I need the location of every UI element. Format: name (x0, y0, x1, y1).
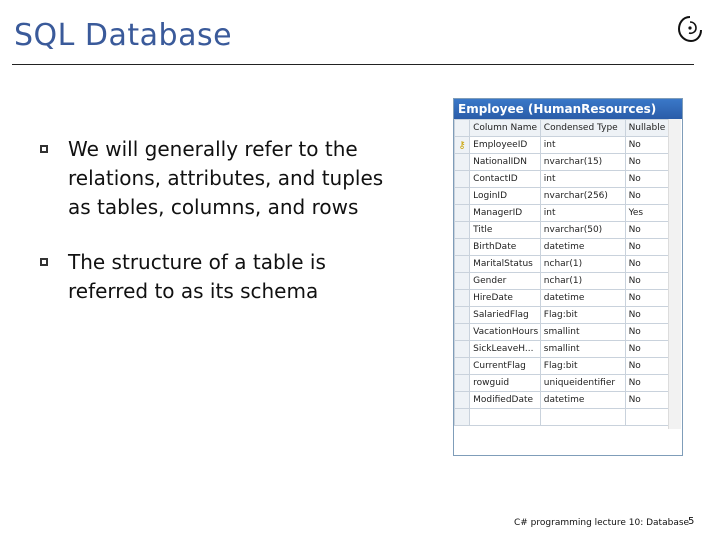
cell-condensed-type[interactable]: nchar(1) (540, 256, 625, 273)
row-selector[interactable] (455, 324, 470, 341)
cell-column-name[interactable]: SalariedFlag (470, 307, 541, 324)
table-row[interactable] (455, 392, 670, 409)
row-selector[interactable] (455, 375, 470, 392)
cell-nullable[interactable]: No (625, 239, 669, 256)
row-selector[interactable] (455, 205, 470, 222)
cell-condensed-type[interactable]: Flag:bit (540, 307, 625, 324)
cell-column-name[interactable]: MaritalStatus (470, 256, 541, 273)
cell-column-name[interactable]: HireDate (470, 290, 541, 307)
square-bullet-icon (40, 145, 48, 153)
table-row[interactable] (455, 239, 670, 256)
bullet-item (40, 135, 390, 222)
primary-key-icon: ⚷ (458, 139, 466, 151)
bullet-text: The structure of a table is referred to as its schema (68, 250, 326, 303)
cell-column-name[interactable]: EmployeeID (470, 137, 541, 154)
table-row[interactable] (455, 137, 670, 154)
table-row[interactable] (455, 205, 670, 222)
row-selector[interactable] (455, 307, 470, 324)
table-schema-window (453, 98, 683, 456)
cell-condensed-type[interactable]: int (540, 205, 625, 222)
cell-column-name[interactable]: VacationHours (470, 324, 541, 341)
cell-column-name[interactable]: rowguid (470, 375, 541, 392)
cell-nullable[interactable]: No (625, 375, 669, 392)
row-selector[interactable] (455, 137, 470, 154)
cell-column-name[interactable]: ModifiedDate (470, 392, 541, 409)
table-row[interactable] (455, 171, 670, 188)
cell-column-name[interactable]: ManagerID (470, 205, 541, 222)
cell-condensed-type[interactable]: nvarchar(50) (540, 222, 625, 239)
cell-column-name[interactable] (470, 409, 541, 426)
cell-condensed-type[interactable]: int (540, 171, 625, 188)
cell-condensed-type[interactable]: nvarchar(15) (540, 154, 625, 171)
spiral-logo-icon (676, 14, 704, 44)
cell-nullable[interactable] (625, 409, 669, 426)
cell-condensed-type[interactable]: nchar(1) (540, 273, 625, 290)
row-selector-header (455, 120, 470, 137)
row-selector[interactable] (455, 256, 470, 273)
cell-column-name[interactable]: Gender (470, 273, 541, 290)
cell-nullable[interactable]: No (625, 307, 669, 324)
row-selector[interactable] (455, 222, 470, 239)
row-selector[interactable] (455, 409, 470, 426)
schema-scrollbar[interactable] (668, 119, 681, 429)
row-selector[interactable] (455, 188, 470, 205)
cell-nullable[interactable]: No (625, 256, 669, 273)
cell-condensed-type[interactable]: Flag:bit (540, 358, 625, 375)
cell-nullable[interactable]: No (625, 273, 669, 290)
cell-column-name[interactable]: BirthDate (470, 239, 541, 256)
table-row[interactable] (455, 188, 670, 205)
cell-column-name[interactable]: NationalIDN (470, 154, 541, 171)
table-row[interactable] (455, 222, 670, 239)
cell-nullable[interactable]: No (625, 188, 669, 205)
cell-column-name[interactable]: CurrentFlag (470, 358, 541, 375)
row-selector[interactable] (455, 290, 470, 307)
table-row[interactable] (455, 324, 670, 341)
cell-column-name[interactable]: SickLeaveH... (470, 341, 541, 358)
cell-condensed-type[interactable]: smallint (540, 324, 625, 341)
cell-column-name[interactable]: Title (470, 222, 541, 239)
square-bullet-icon (40, 258, 48, 266)
cell-nullable[interactable]: No (625, 290, 669, 307)
row-selector[interactable] (455, 154, 470, 171)
cell-condensed-type[interactable]: datetime (540, 290, 625, 307)
cell-condensed-type[interactable]: uniqueidentifier (540, 375, 625, 392)
cell-condensed-type[interactable]: nvarchar(256) (540, 188, 625, 205)
table-row[interactable] (455, 273, 670, 290)
cell-nullable[interactable]: No (625, 392, 669, 409)
table-row[interactable] (455, 409, 670, 426)
row-selector[interactable] (455, 171, 470, 188)
cell-nullable[interactable]: Yes (625, 205, 669, 222)
schema-window-title: Employee (HumanResources) (454, 99, 682, 119)
table-row[interactable] (455, 307, 670, 324)
cell-nullable[interactable]: No (625, 171, 669, 188)
table-row[interactable] (455, 358, 670, 375)
table-row[interactable] (455, 290, 670, 307)
row-selector[interactable] (455, 239, 470, 256)
table-row[interactable] (455, 341, 670, 358)
title-divider (12, 64, 694, 65)
bullet-item (40, 248, 390, 306)
page-number: 5 (688, 516, 695, 527)
cell-nullable[interactable]: No (625, 137, 669, 154)
cell-nullable[interactable]: No (625, 222, 669, 239)
row-selector[interactable] (455, 358, 470, 375)
cell-condensed-type[interactable] (540, 409, 625, 426)
row-selector[interactable] (455, 341, 470, 358)
slide-title: SQL Database (14, 18, 233, 53)
cell-nullable[interactable]: No (625, 341, 669, 358)
cell-column-name[interactable]: ContactID (470, 171, 541, 188)
column-header-name[interactable]: Column Name (470, 120, 541, 137)
cell-nullable[interactable]: No (625, 358, 669, 375)
table-row[interactable] (455, 154, 670, 171)
row-selector[interactable] (455, 273, 470, 290)
cell-condensed-type[interactable]: datetime (540, 392, 625, 409)
column-header-nullable[interactable]: Nullable (625, 120, 669, 137)
column-header-type[interactable]: Condensed Type (540, 120, 625, 137)
bullet-text: We will generally refer to the relations, attributes, and tuples as tables, columns, and rows (68, 137, 384, 219)
table-row[interactable] (455, 256, 670, 273)
cell-condensed-type[interactable]: int (540, 137, 625, 154)
cell-column-name[interactable]: LoginID (470, 188, 541, 205)
cell-condensed-type[interactable]: smallint (540, 341, 625, 358)
bullet-list (40, 135, 390, 332)
cell-nullable[interactable]: No (625, 324, 669, 341)
cell-nullable[interactable]: No (625, 154, 669, 171)
schema-grid (454, 119, 670, 426)
cell-condensed-type[interactable]: datetime (540, 239, 625, 256)
row-selector[interactable] (455, 392, 470, 409)
schema-header-row (455, 120, 670, 137)
table-row[interactable] (455, 375, 670, 392)
slide-footer: C# programming lecture 10: Database (514, 518, 690, 528)
